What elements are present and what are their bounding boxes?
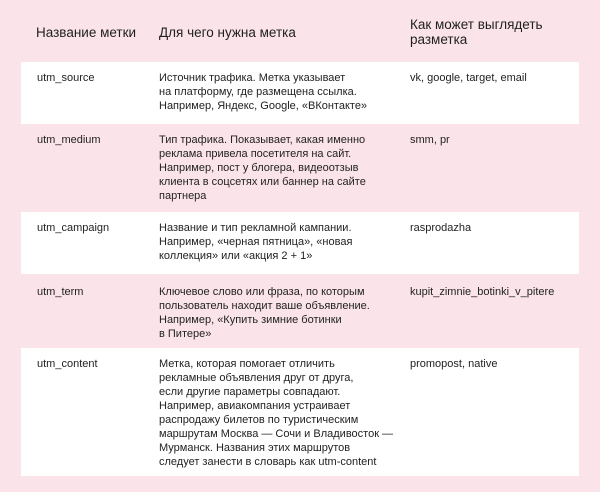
- row-purpose: [159, 221, 399, 263]
- purpose-line: клиента в соцсетях или баннер на сайте: [159, 176, 366, 188]
- header-example-line1: Как может выглядеть: [410, 17, 543, 32]
- purpose-line: Например, Яндекс, Google, «ВКонтакте»: [159, 100, 368, 112]
- row-purpose: [159, 357, 399, 469]
- row-example: smm, pr: [410, 134, 450, 146]
- purpose-line: Например, «черная пятница», «новая: [159, 236, 353, 248]
- row-purpose: [159, 71, 399, 113]
- row-name: utm_medium: [37, 134, 101, 146]
- purpose-line: Ключевое слово или фраза, по которым: [159, 286, 365, 298]
- table-row: [21, 124, 579, 210]
- row-name: utm_campaign: [37, 222, 110, 234]
- row-example: kupit_zimnie_botinki_v_pitere: [410, 286, 555, 298]
- purpose-line: если другие параметры совпадают.: [159, 386, 341, 398]
- header-example: [410, 17, 570, 47]
- row-example: promopost, native: [410, 358, 498, 370]
- row-name: utm_term: [37, 286, 84, 298]
- header-example-line2: разметка: [410, 32, 468, 47]
- purpose-line: Название и тип рекламной кампании.: [159, 222, 352, 234]
- purpose-line: Например, пост у блогера, видеоотзыв: [159, 162, 359, 174]
- purpose-line: партнера: [159, 190, 207, 202]
- table-header: [21, 0, 579, 60]
- purpose-line: Например, «Купить зимние ботинки: [159, 314, 342, 326]
- purpose-line: в Питере»: [159, 328, 212, 340]
- row-name: utm_content: [37, 358, 98, 370]
- purpose-line: коллекция» или «акция 2 + 1»: [159, 250, 313, 262]
- purpose-line: Тип трафика. Показывает, какая именно: [159, 134, 366, 146]
- row-example: vk, google, target, email: [410, 72, 527, 84]
- table-row: [21, 348, 579, 476]
- header-name: Название метки: [36, 25, 137, 40]
- purpose-line: маршрутам Москва — Сочи и Владивосток —: [159, 428, 394, 440]
- row-example: rasprodazha: [410, 222, 472, 234]
- row-purpose: [159, 133, 399, 203]
- purpose-line: реклама привела посетителя на сайт.: [159, 148, 352, 160]
- table-row: [21, 276, 579, 348]
- purpose-line: Источник трафика. Метка указывает: [159, 72, 346, 84]
- purpose-line: на платформу, где размещена ссылка.: [159, 86, 357, 98]
- header-purpose: Для чего нужна метка: [159, 25, 296, 40]
- row-name: utm_source: [37, 72, 95, 84]
- purpose-line: Например, авиакомпания устраивает: [159, 400, 351, 412]
- row-purpose: [159, 285, 399, 341]
- purpose-line: следует занести в словарь как utm-content: [159, 456, 377, 468]
- purpose-line: рекламные объявления друг от друга,: [159, 372, 354, 384]
- purpose-line: Метка, которая помогает отличить: [159, 358, 335, 370]
- utm-table: [21, 0, 579, 468]
- purpose-line: распродажу билетов по туристическим: [159, 414, 359, 426]
- table-row: [21, 62, 579, 124]
- table-row: [21, 212, 579, 274]
- purpose-line: пользователь находит ваше объявление.: [159, 300, 370, 312]
- purpose-line: Мурманск. Названия этих маршрутов: [159, 442, 351, 454]
